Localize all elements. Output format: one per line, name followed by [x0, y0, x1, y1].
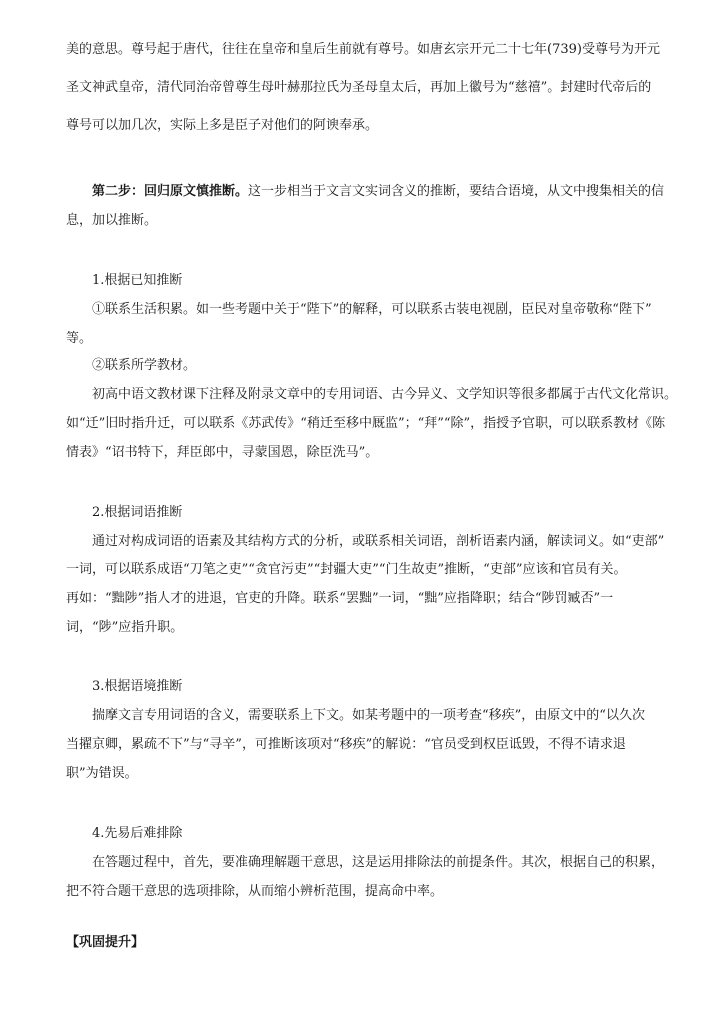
text-line: ②联系所学教材。: [92, 358, 197, 373]
step2-heading: 第二步：回归原文慎推断。: [92, 184, 249, 199]
text-line: 尊号可以加几次，实际上多是臣子对他们的阿谀奉承。: [66, 118, 379, 133]
text-line: 再如：“黜陟”指人才的进退，官吏的升降。联系“罢黜”一词，“黜”应指降职；结合“陟罚臧否”一: [66, 591, 614, 606]
text-line: 通过对构成词语的语素及其结构方式的分析，或联系相关词语，剖析语素内涵，解读词义。如“吏部”: [92, 534, 665, 549]
text-line: 如“迁”旧时指升迁，可以联系《苏武传》“稍迁至移中厩监”；“拜”“除”，指授予官职，可以联系教材《陈: [66, 416, 666, 431]
consolidation-heading: 【巩固提升】: [66, 935, 145, 950]
section-title: 4.先易后难排除: [92, 826, 183, 841]
section-title: 3.根据语境推断: [92, 679, 183, 694]
text-line: 词，“陟”应指升职。: [66, 620, 184, 635]
text-line: 息，加以推断。: [66, 213, 158, 228]
text-line: 揣摩文言专用词语的含义，需要联系上下文。如某考题中的一项考查“移疾”，由原文中的“以久次: [92, 708, 645, 723]
text-line: 在答题过程中，首先，要准确理解题干意思，这是运用排除法的前提条件。其次，根据自己的积累，: [92, 855, 665, 870]
text-line: [92, 183, 664, 201]
text-line: 初高中语文教材课下注释及附录文章中的专用词语、古今异义、文学知识等很多都属于古代文化常识。: [92, 387, 678, 402]
step2-text: 这一步相当于文言文实词含义的推断，要结合语境，从文中搜集相关的信: [248, 184, 665, 199]
text-line: 等。: [66, 331, 93, 346]
text-line: ①联系生活积累。如一些考题中关于“陛下”的解释，可以联系古装电视剧，臣民对皇帝敬称“陛下”: [92, 302, 652, 317]
section-title: 2.根据词语推断: [92, 505, 183, 520]
text-line: 一词，可以联系成语“刀笔之吏”“贪官污吏”“封疆大吏”“门生故吏”推断，“吏部”应该和官员有关。: [66, 562, 627, 577]
text-line: 美的意思。尊号起于唐代，往往在皇帝和皇后生前就有尊号。如唐玄宗开元二十七年(739)受尊号为开元: [66, 42, 660, 57]
section-title: 1.根据已知推断: [92, 273, 183, 288]
text-line: 把不符合题干意思的选项排除，从而缩小辨析范围，提高命中率。: [66, 884, 444, 899]
text-line: 职”为错误。: [66, 766, 138, 781]
text-line: 圣文神武皇帝，清代同治帝曾尊生母叶赫那拉氏为圣母皇太后，再加上徽号为“慈禧”。封建时代帝后的: [66, 80, 652, 95]
text-line: 当擢京卿，累疏不下”与“寻辛”，可推断该项对“移疾”的解说：“官员受到权臣诋毁，不得不请求退: [66, 737, 626, 752]
text-line: 情表》“诏书特下，拜臣郎中，寻蒙国恩，除臣洗马”。: [66, 445, 379, 460]
